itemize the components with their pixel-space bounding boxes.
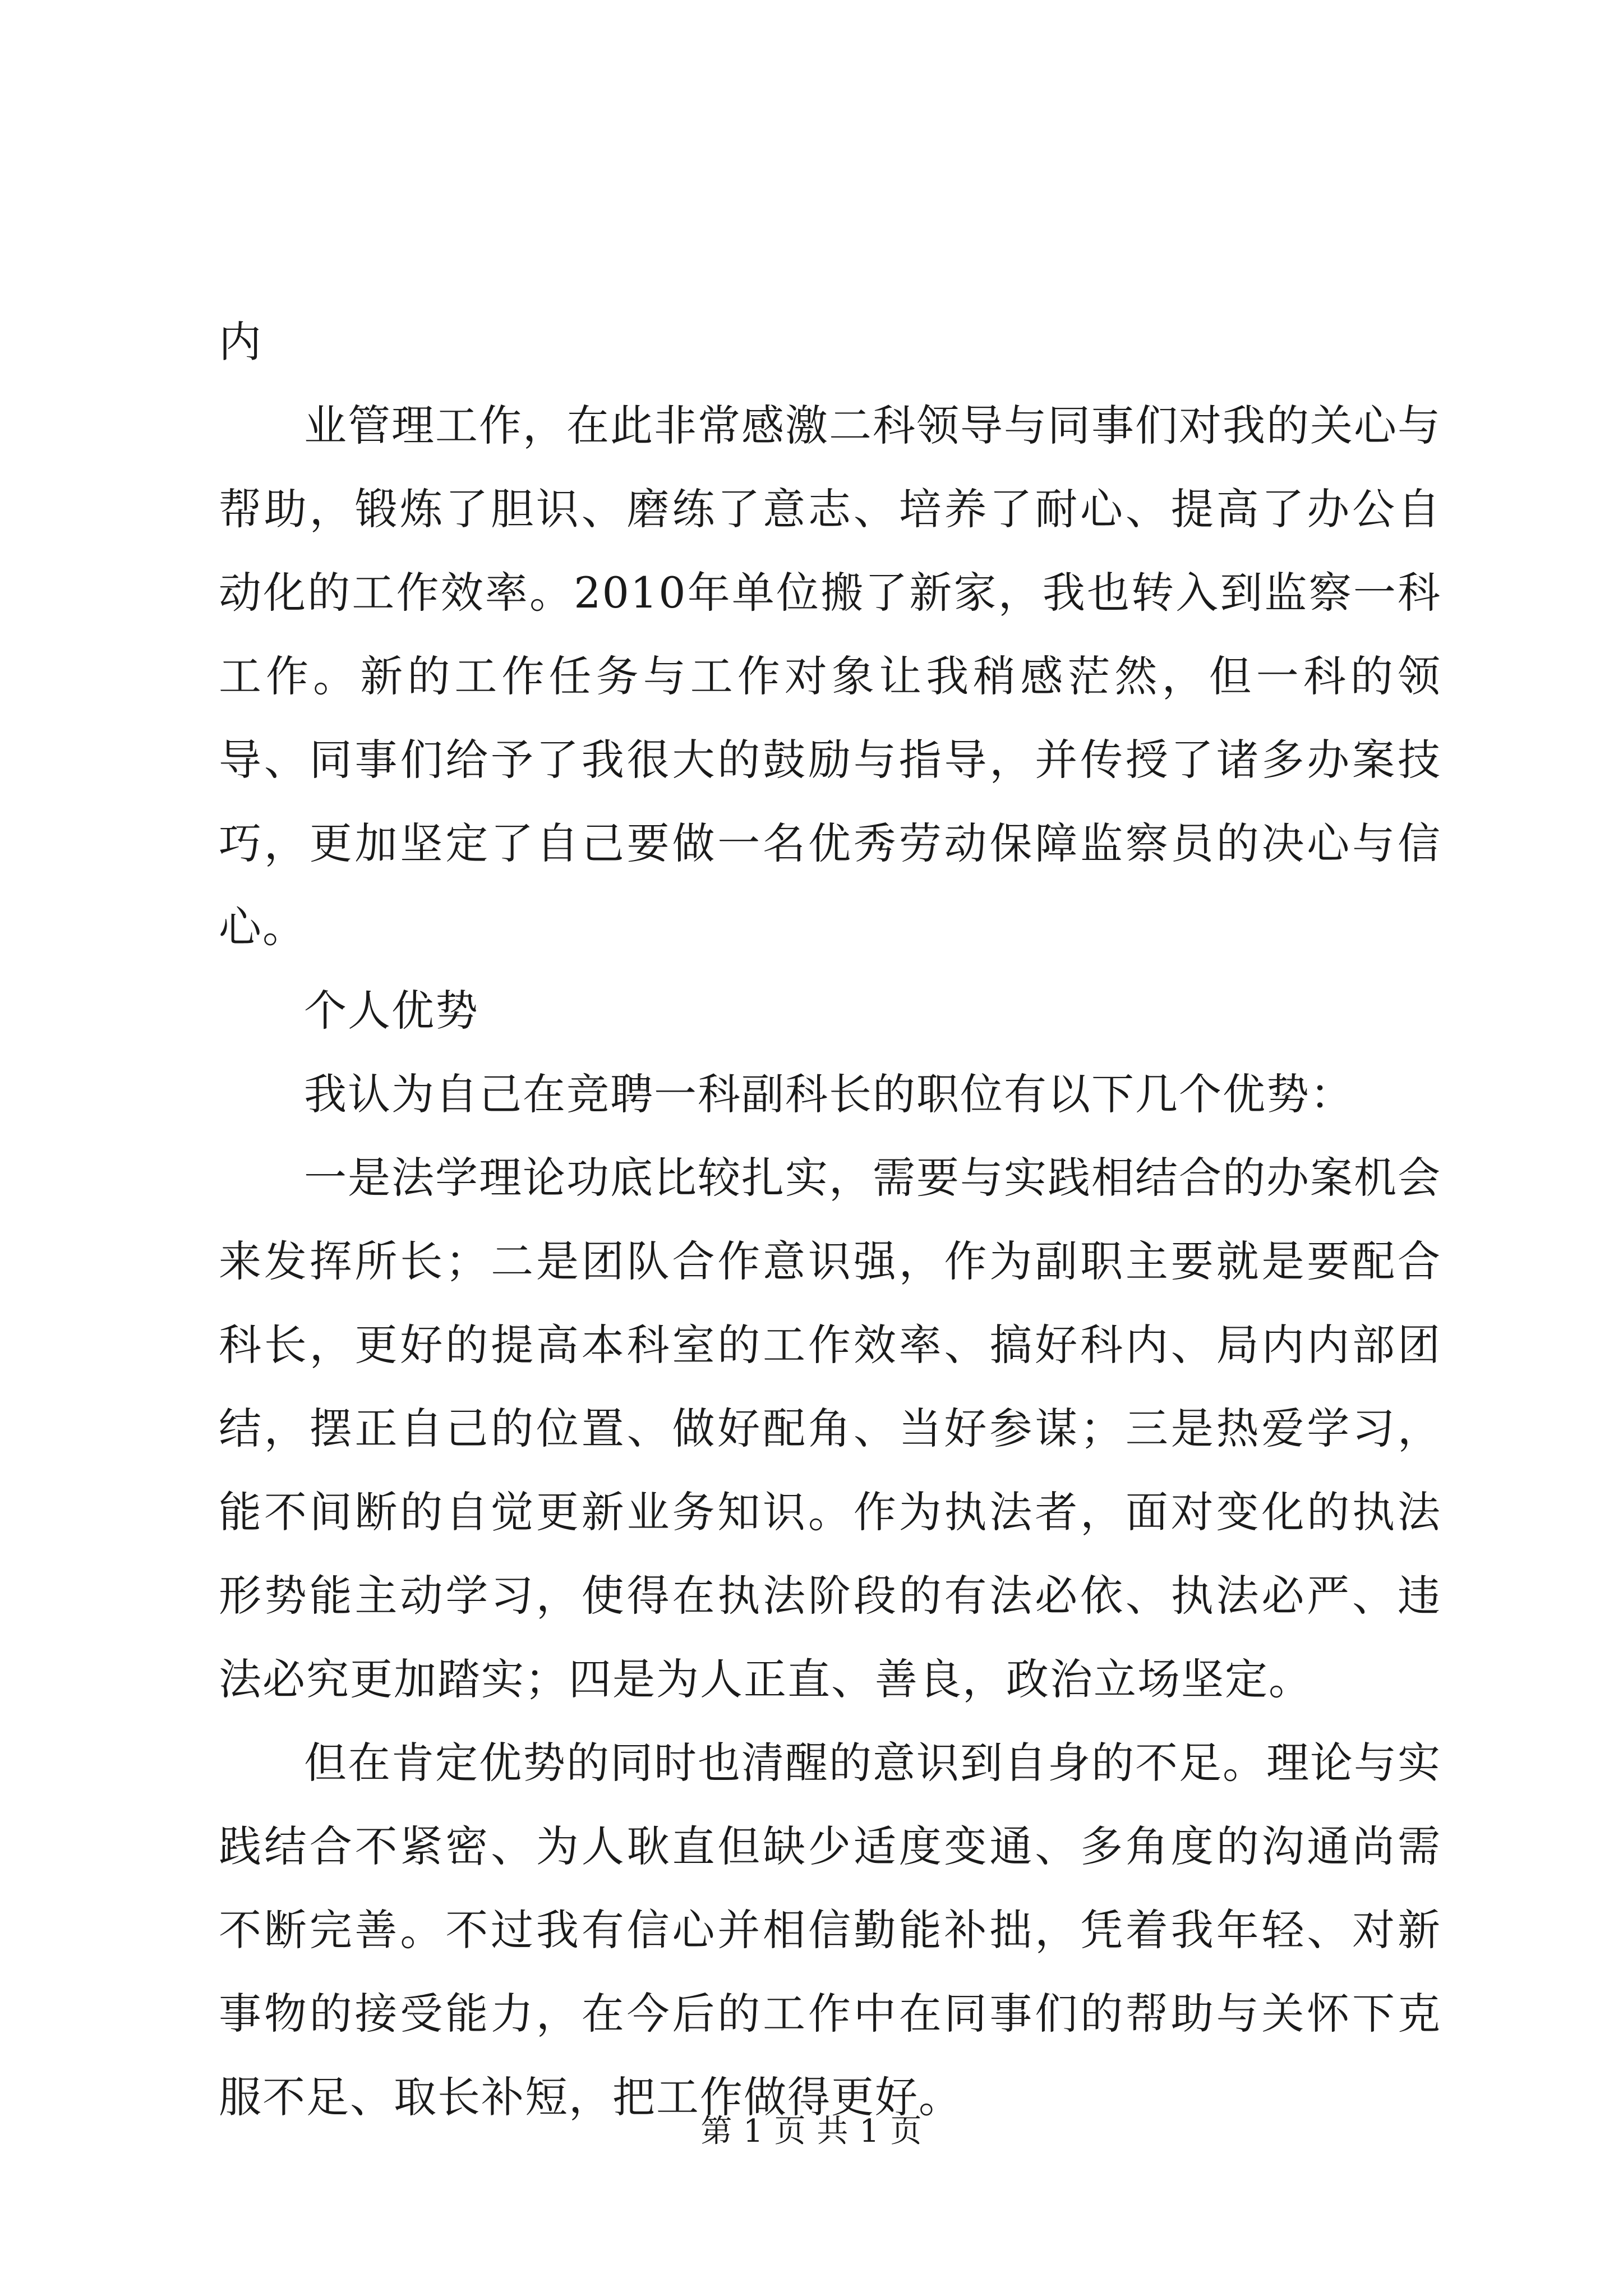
paragraph-shortcomings: 但在肯定优势的同时也清醒的意识到自身的不足。理论与实践结合不紧密、为人耿直但缺少适度变通、多角度的沟通尚需不断完善。不过我有信心并相信勤能补拙，凭着我年轻、对新事物的接受能力，在今后的工作中在同事们的帮助与关怀下克服不足、取长补短，把工作做得更好。 [219, 1738, 1441, 2122]
paragraph-continuation: 内 [219, 317, 262, 367]
section-heading-personal-strengths: 个人优势 [304, 986, 479, 1036]
page-footer: 第 1 页 共 1 页 [700, 2113, 923, 2150]
document-body [219, 300, 1441, 2139]
paragraph-strengths-list: 一是法学理论功底比较扎实，需要与实践相结合的办案机会来发挥所长；二是团队合作意识强，作为副职主要就是要配合科长，更好的提高本科室的工作效率、搞好科内、局内内部团结，摆正自己的位置、做好配角、当好参谋；三是热爱学习，能不间断的自觉更新业务知识。作为执法者，面对变化的执法形势能主动学习，使得在执法阶段的有法必依、执法必严、违法必究更加踏实；四是为人正直、善良，政治立场坚定。 [219, 1153, 1441, 1704]
paragraph-work-history: 业管理工作，在此非常感激二科领导与同事们对我的关心与帮助，锻炼了胆识、磨练了意志、培养了耐心、提高了办公自动化的工作效率。2010年单位搬了新家，我也转入到监察一科工作。新的工作任务与工作对象让我稍感茫然，但一科的领导、同事们给予了我很大的鼓励与指导，并传授了诸多办案技巧，更加坚定了自己要做一名优秀劳动保障监察员的决心与信心。 [219, 401, 1441, 952]
paragraph-strengths-intro: 我认为自己在竞聘一科副科长的职位有以下几个优势： [304, 1069, 1354, 1119]
